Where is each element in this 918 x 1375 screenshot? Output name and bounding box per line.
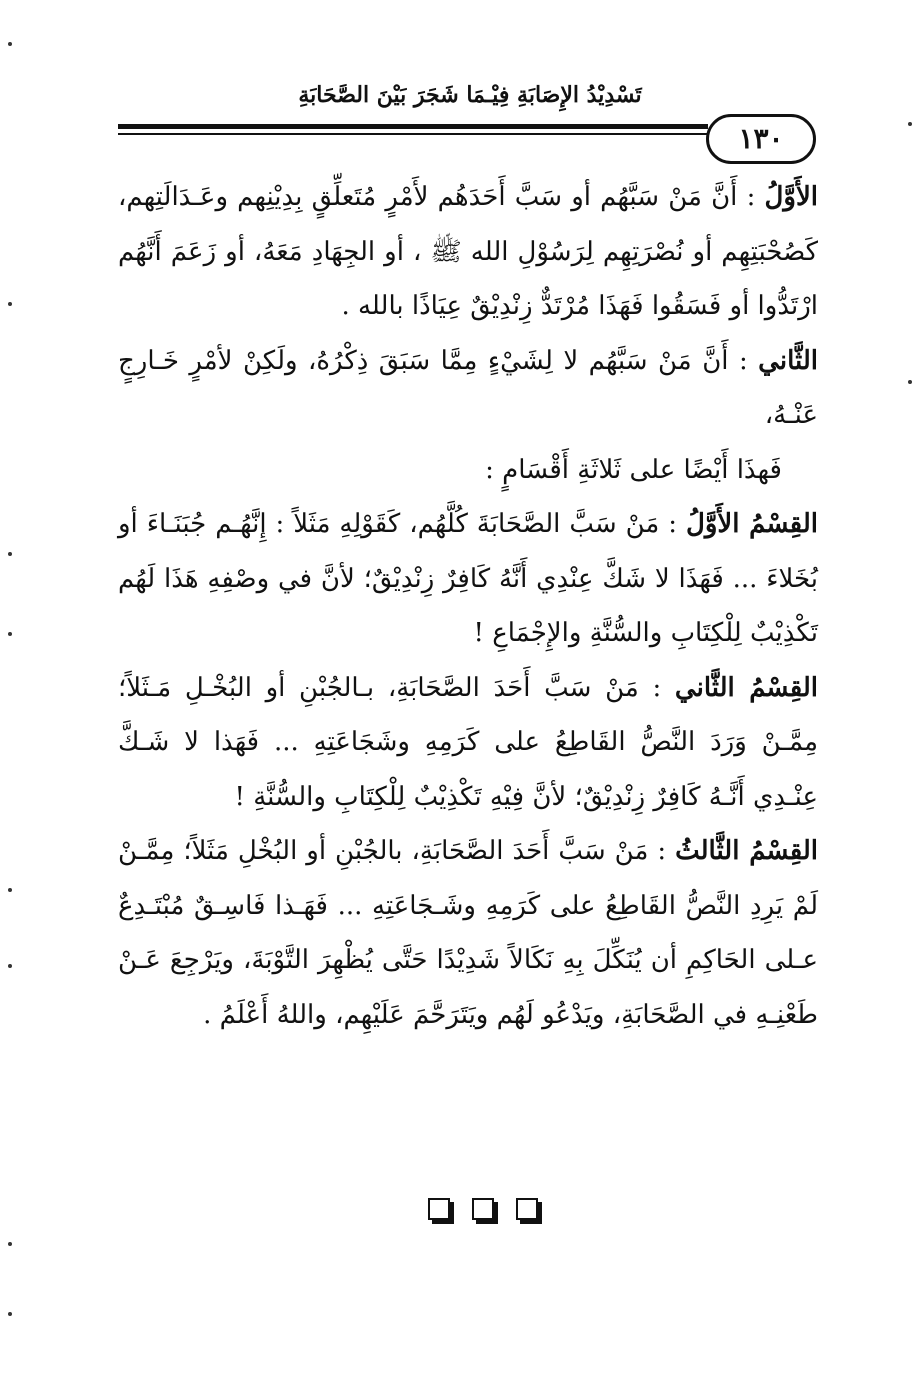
margin-dot bbox=[8, 1242, 12, 1246]
paragraph-three-parts bbox=[118, 443, 818, 498]
header-rule-thick bbox=[118, 124, 708, 129]
paragraph-lead: الثَّاني bbox=[758, 345, 818, 376]
margin-dot bbox=[8, 888, 12, 892]
paragraph-part-three bbox=[118, 824, 818, 1042]
margin-dot bbox=[8, 964, 12, 968]
margin-dot bbox=[908, 122, 912, 126]
margin-dot bbox=[8, 1312, 12, 1316]
ornament-box-icon bbox=[428, 1198, 450, 1220]
margin-dot bbox=[8, 302, 12, 306]
paragraph-text: : مَنْ سَبَّ أَحَدَ الصَّحَابَةِ، بالجُبْنِ أو البُخْلِ مَثَلاً؛ مِمَّـنْ لَمْ يَرِدِ النَّصُّ القَاطِعُ على كَرَمِهِ وشَـجَاعَتِهِ ... فَهَـذا فَاسِـقٌ مُبْتَـدِعٌ عـلى الحَاكِمِ أن يُنَكِّلَ بِهِ نَكَالاً شَدِيْدًا حَتَّى يُظْهِرَ التَّوْبَةَ، ويَرْجِعَ عَـنْ طَعْنِـهِ في الصَّحَابَةِ، ويَدْعُو لَهُم ويَتَرَحَّمَ عَلَيْهِم، واللهُ أَعْلَمُ . bbox=[118, 836, 818, 1030]
margin-dot bbox=[8, 42, 12, 46]
body-text bbox=[118, 170, 818, 1042]
header-rule-thin bbox=[118, 133, 708, 135]
paragraph-text: : مَنْ سَبَّ أَحَدَ الصَّحَابَةِ، بـالجُبْنِ أو البُخْـلِ مَـثَلاً؛ مِمَّـنْ وَرَدَ النَّصُّ القَاطِعُ على كَرَمِهِ وشَجَاعَتِهِ ... فَهَذا لا شَـكَّ عِنْـدِي أَنَّـهُ كَافِرٌ زِنْدِيْقٌ؛ لأنَّ فِيْهِ تَكْذِيْبٌ لِلْكِتَابِ والسُّنَّةِ ! bbox=[118, 672, 818, 812]
paragraph-text: : أَنَّ مَنْ سَبَّهُم أو سَبَّ أَحَدَهُم لأَمْرٍ مُتَعلِّقٍ بِدِيْنِهم وعَـدَالَتِهم، كَصُحْبَتِهِم أو نُصْرَتِهِم لِرَسُوْلِ الله ﷺ ، أو الجِهَادِ مَعَهُ، أو زَعَمَ أَنَّهُم ارْتَدُّوا أو فَسَقُوا فَهَذَا مُرْتَدٌّ زِنْدِيْقٌ عِيَاذًا بالله . bbox=[118, 182, 818, 321]
paragraph-text: فَهذَا أَيْضًا على ثَلاثَةِ أَقْسَامٍ : bbox=[485, 454, 782, 485]
paragraph-text: : مَنْ سَبَّ الصَّحَابَةَ كُلَّهُم، كَقَوْلِهِ مَثَلاً : إِنَّهُـم جُبَنَـاءَ أو بُخَلاءَ ... فَهَذَا لا شَكَّ عِنْدِي أَنَّهُ كَافِرٌ زِنْدِيْقٌ؛ لأنَّ في وصْفِهِ هَذَا لَهُم تَكْذِيْبٌ لِلْكِتَابِ والسُّنَّةِ والإِجْمَاعِ ! bbox=[118, 509, 818, 648]
margin-dot bbox=[908, 380, 912, 384]
page-number-badge: ١٣٠ bbox=[706, 114, 816, 164]
paragraph-text: : أَنَّ مَنْ سَبَّهُم لا لِشَيْءٍ مِمَّا سَبَقَ ذِكْرُهُ، ولَكِنْ لأمْرٍ خَـارِجٍ عَنْـهُ، bbox=[118, 345, 818, 430]
paragraph-part-one bbox=[118, 497, 818, 661]
ornament-box-icon bbox=[472, 1198, 494, 1220]
ornament-box-icon bbox=[516, 1198, 538, 1220]
three-box-ornament-icon bbox=[428, 1198, 538, 1228]
paragraph-first bbox=[118, 170, 818, 334]
paragraph-lead: القِسْمُ الثَّاني bbox=[674, 672, 818, 703]
paragraph-part-two bbox=[118, 661, 818, 825]
margin-dot bbox=[8, 632, 12, 636]
paragraph-second bbox=[118, 334, 818, 443]
running-header-title: تَسْدِيْدُ الإِصَابَةِ فِيْـمَا شَجَرَ بَيْنَ الصَّحَابَةِ bbox=[298, 82, 642, 108]
margin-dot bbox=[8, 552, 12, 556]
paragraph-lead: القِسْمُ الثَّالثُ bbox=[675, 836, 818, 866]
paragraph-lead: الأَوَّلُ bbox=[764, 182, 818, 212]
paragraph-lead: القِسْمُ الأَوَّلُ bbox=[685, 509, 818, 539]
